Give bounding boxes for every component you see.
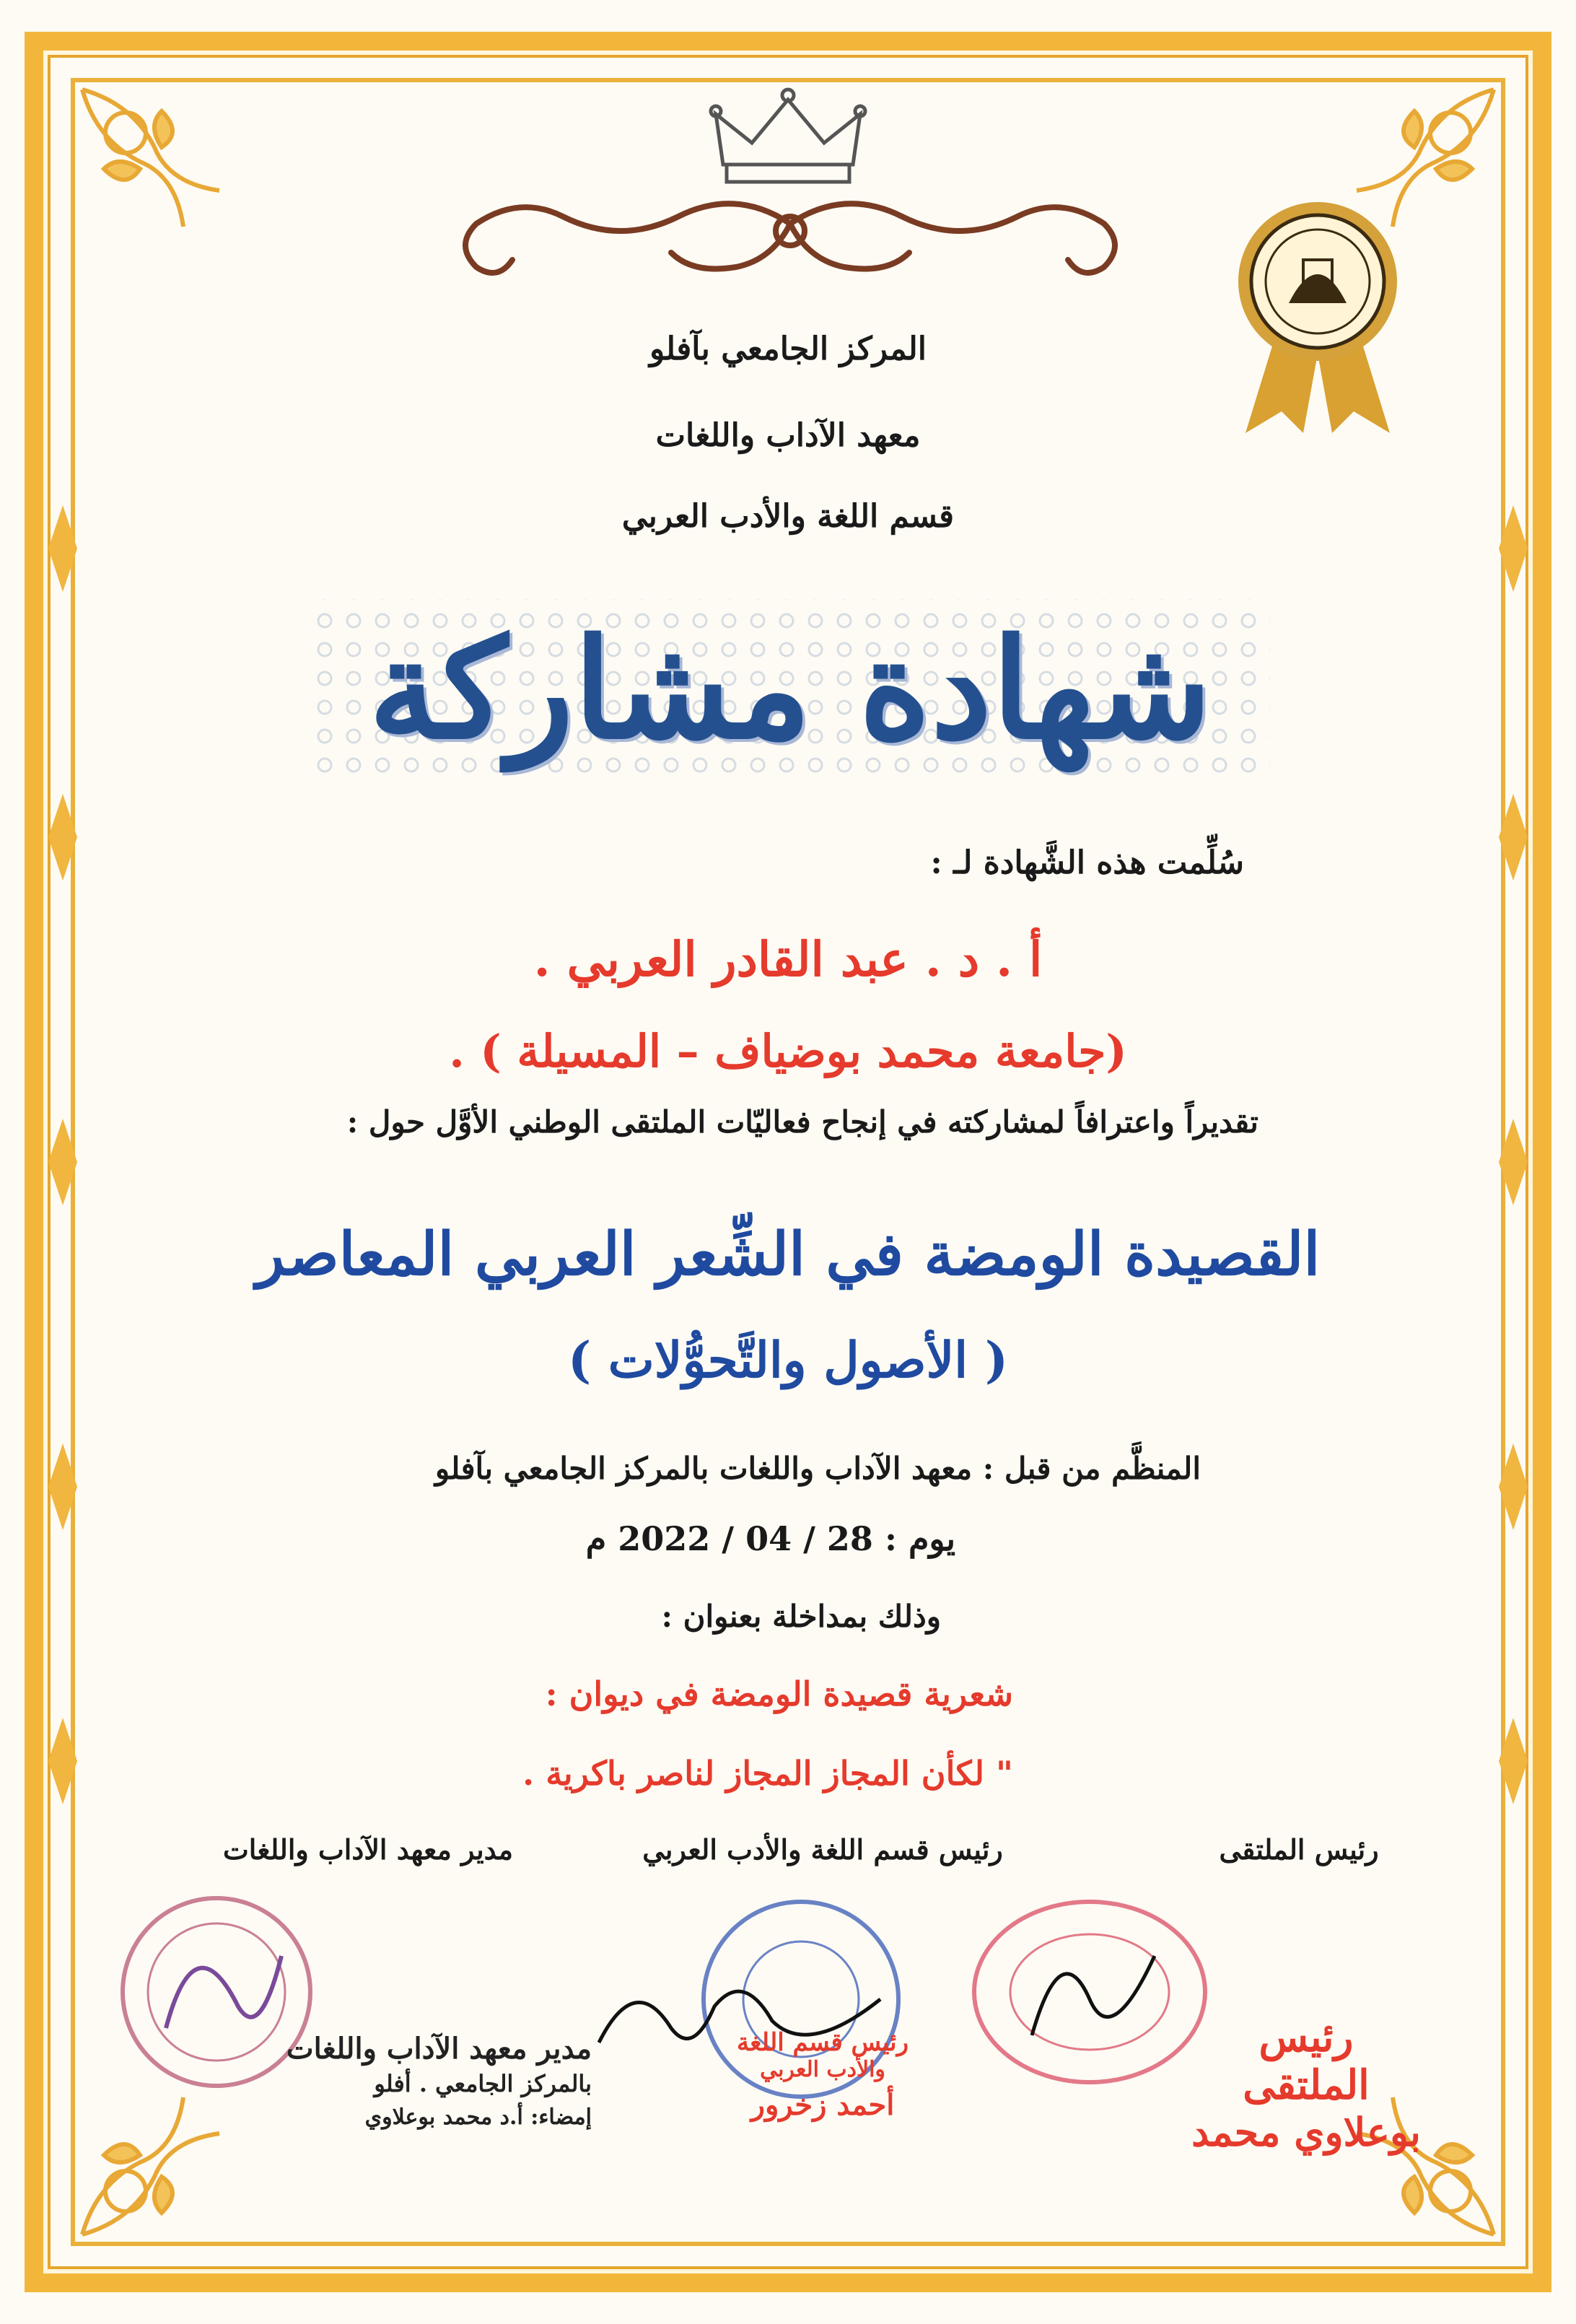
paper-title-line2: " لكأن المجاز المجاز لناصر باكرية . (522, 1754, 1013, 1793)
director-stamp-text (260, 2032, 592, 2130)
recipient-university: (جامعة محمد بوضياف – المسيلة ) . (449, 1025, 1127, 1078)
side-border-ornament-icon (38, 505, 88, 1804)
crown-icon (694, 85, 882, 193)
department-head-stamp-text (678, 2028, 967, 2122)
recognition-text: تقديراً واعترافاً لمشاركته في إنجاح فعاليّات الملتقى الوطني الأوَّل حول : (346, 1104, 1258, 1140)
decorative-scroll-icon (433, 180, 1147, 303)
paper-intro: وذلك بمداخلة بعنوان : (661, 1599, 941, 1634)
chair-stamp-name: بوعلاوي محمد (1191, 2109, 1421, 2155)
event-date: يوم : 28 / 04 / 2022 م (585, 1519, 955, 1558)
organizer-line: المنظَّم من قبل : معهد الآداب واللغات بالمركز الجامعي بآفلو (434, 1451, 1201, 1486)
conference-title: القصيدة الومضة في الشِّعر العربي المعاصر (255, 1220, 1321, 1289)
department-name: قسم اللغة والأدب العربي (621, 498, 955, 535)
side-border-ornament-icon (1488, 505, 1538, 1804)
institution-name: المركز الجامعي بآفلو (649, 331, 927, 367)
director-label: مدير معهد الآداب واللغات (223, 1833, 513, 1866)
head-stamp-line2: والأدب العربي (760, 2057, 885, 2082)
department-head-label: رئيس قسم اللغة والأدب العربي (642, 1833, 1003, 1866)
conference-chair-stamp-icon (967, 1891, 1212, 2093)
head-stamp-line1: رئيس قسم اللغة (736, 2028, 909, 2057)
recipient-name: أ . د . عبد القادر العربي . (533, 931, 1043, 987)
head-stamp-name: أحمد زخرور (750, 2088, 895, 2122)
paper-title-line1: شعرية قصيدة الومضة في ديوان : (545, 1674, 1013, 1713)
director-stamp-line2: بالمركز الجامعي . أفلو (374, 2070, 592, 2097)
university-seal-icon (1231, 195, 1404, 440)
corner-ornament-icon (75, 2090, 227, 2242)
corner-ornament-icon (75, 82, 227, 234)
awarded-to-intro: سُلِّمت هذه الشَّهادة لـ : (930, 844, 1244, 881)
conference-chair-stamp-text (1191, 2014, 1422, 2155)
conference-chair-label: رئيس الملتقى (1219, 1833, 1379, 1866)
certificate-title: شهادة مشاركة (368, 608, 1212, 769)
director-stamp-line3: إمضاء: أ.د محمد بوعلاوي (364, 2105, 592, 2130)
institute-name: معهد الآداب واللغات (655, 417, 921, 454)
chair-stamp-title: رئيس الملتقى (1243, 2014, 1370, 2109)
certificate-title-block (310, 577, 1270, 794)
director-stamp-line1: مدير معهد الآداب واللغات (286, 2032, 592, 2066)
conference-subtitle: ( الأصول والتَّحوُّلات ) (567, 1332, 1009, 1389)
